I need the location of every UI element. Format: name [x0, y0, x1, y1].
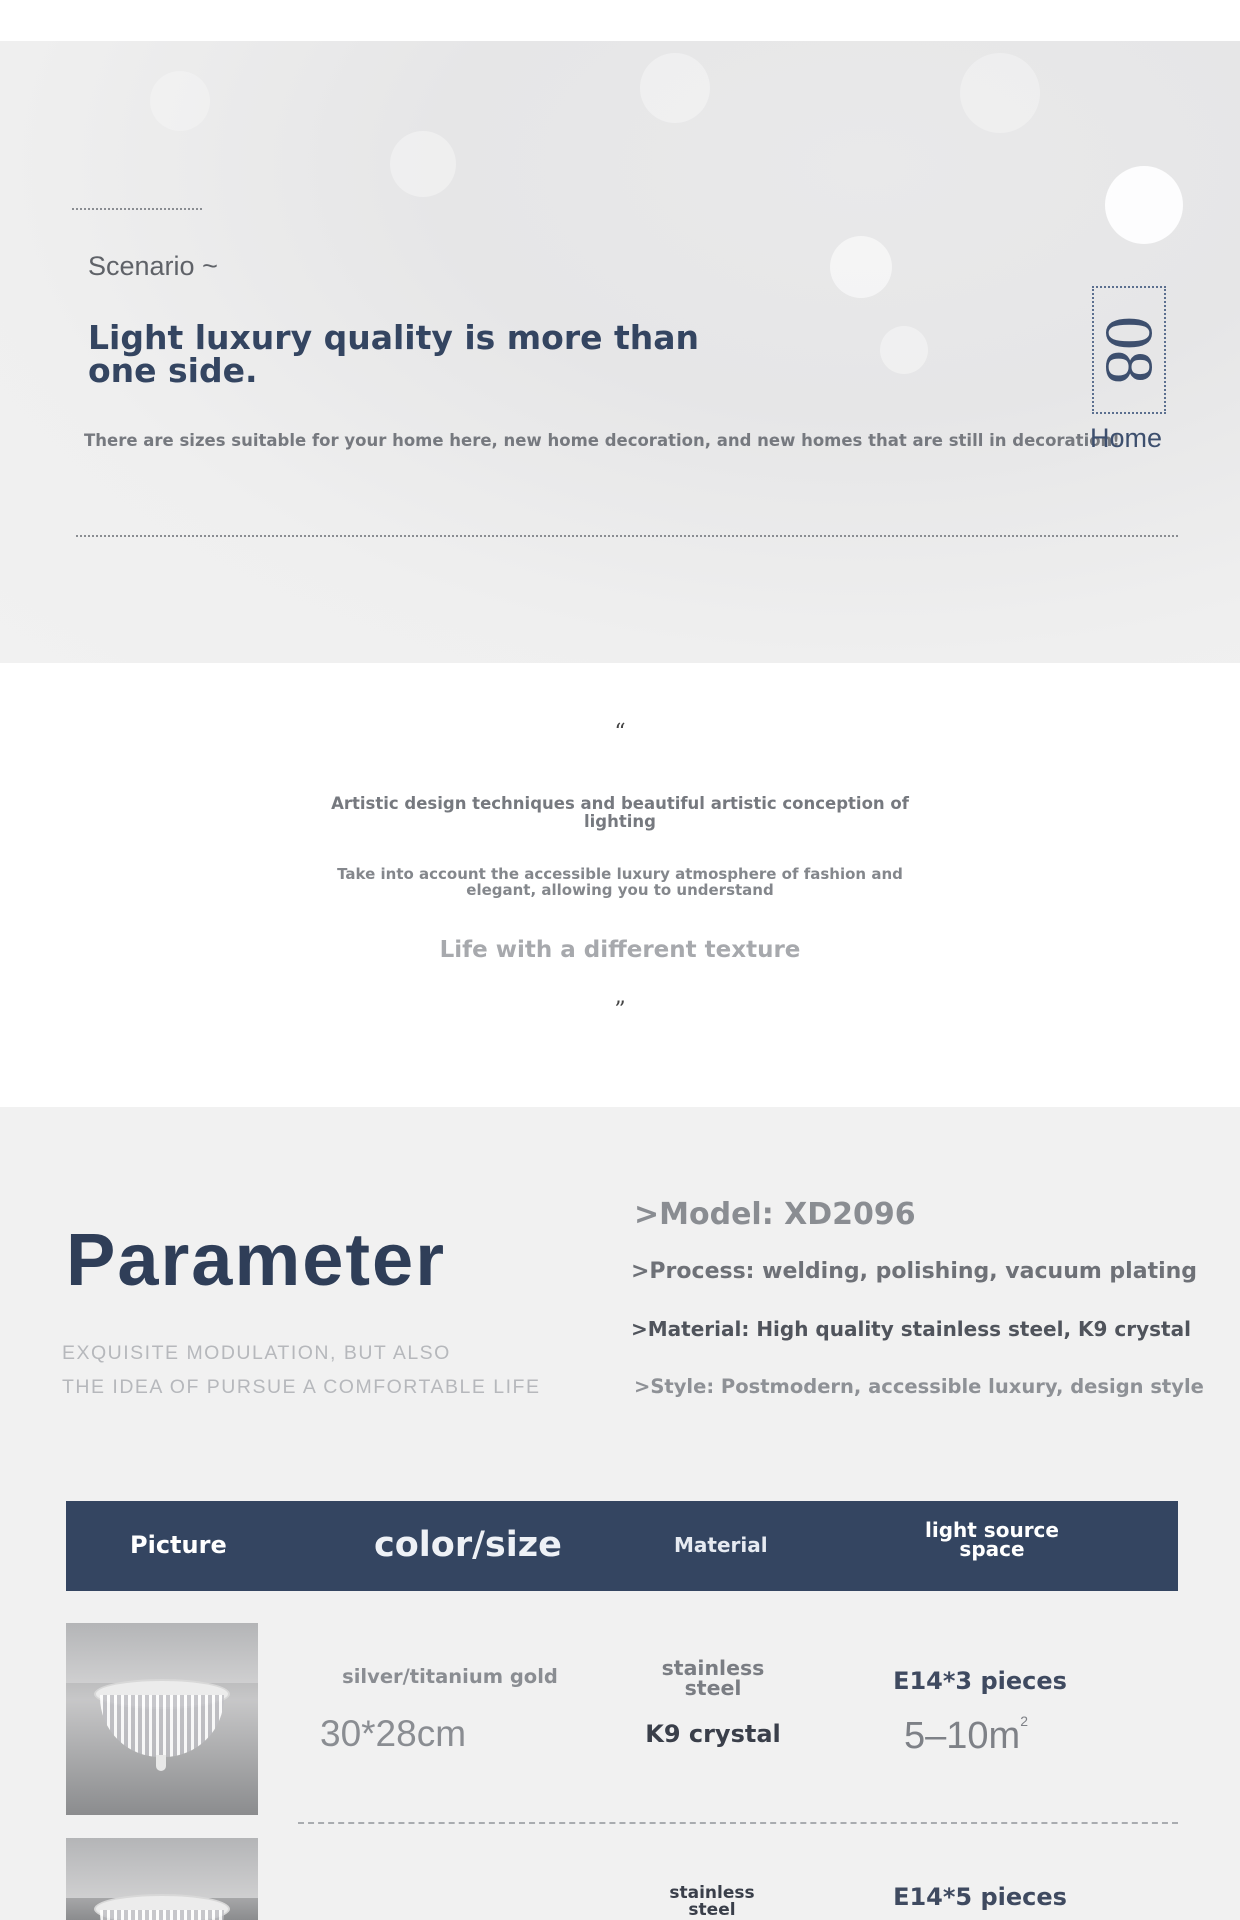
- product-image: [66, 1838, 258, 1920]
- section-number-box: [1092, 286, 1166, 414]
- dotted-divider: [72, 208, 202, 210]
- quote-line-1: Artistic design techniques and beautiful artistic conception of lighting: [331, 794, 909, 831]
- spec-style: >Style: Postmodern, accessible luxury, design style: [634, 1375, 1204, 1398]
- bokeh-light: [880, 326, 928, 374]
- header-material: Material: [674, 1533, 768, 1557]
- bokeh-light: [1105, 166, 1183, 244]
- scenario-description: There are sizes suitable for your home here, new home decoration, and new homes that are still in decoration!: [84, 431, 1120, 450]
- bokeh-light: [390, 131, 456, 197]
- parameter-title: Parameter: [66, 1218, 447, 1301]
- spec-process: >Process: welding, polishing, vacuum plating: [631, 1259, 1198, 1284]
- table-header: [66, 1501, 1178, 1591]
- row-light-source: E14*3 pieces: [893, 1667, 1067, 1695]
- quote-section: [0, 663, 1240, 1107]
- scenario-label: Scenario ~: [88, 251, 218, 281]
- header-light-source: light source space: [925, 1518, 1059, 1561]
- header-picture: Picture: [130, 1531, 227, 1559]
- bokeh-light: [150, 71, 210, 131]
- home-label: Home: [1090, 423, 1163, 453]
- row-size: 30*28cm: [320, 1713, 467, 1754]
- parameter-subtitle-2: THE IDEA OF PURSUE A COMFORTABLE LIFE: [62, 1376, 541, 1398]
- close-quote-icon: ”: [614, 998, 626, 1023]
- row-material-primary: stainless steel: [661, 1656, 765, 1700]
- open-quote-icon: “: [614, 720, 626, 745]
- quote-line-3: Life with a different texture: [439, 937, 801, 963]
- section-number: 08: [1091, 316, 1168, 384]
- bokeh-light: [640, 53, 710, 123]
- row-space-area-unit-exponent: 2: [1020, 1713, 1028, 1729]
- quote-line-2: Take into account the accessible luxury atmosphere of fashion and elegant, allowing you to understand: [337, 865, 903, 899]
- scenario-title: Light luxury quality is more than one side.: [88, 318, 700, 390]
- row-space-area: [904, 1713, 1064, 1758]
- spec-material: >Material: High quality stainless steel, K9 crystal: [631, 1317, 1191, 1341]
- bokeh-light: [830, 236, 892, 298]
- parameter-section: [0, 1107, 1240, 1920]
- dotted-divider: [76, 535, 1178, 537]
- bokeh-light: [960, 53, 1040, 133]
- parameter-subtitle-1: EXQUISITE MODULATION, BUT ALSO: [62, 1342, 451, 1364]
- row-material-secondary: K9 crystal: [645, 1720, 781, 1748]
- scenario-banner: [0, 41, 1240, 663]
- spec-model: >Model: XD2096: [634, 1197, 916, 1232]
- row-light-source: E14*5 pieces: [893, 1883, 1067, 1911]
- row-space-area-value: 5–10m: [904, 1715, 1021, 1757]
- header-color-size: color/size: [374, 1525, 562, 1565]
- row-color: silver/titanium gold: [342, 1665, 558, 1688]
- row-material-primary: stainless steel: [669, 1883, 755, 1920]
- product-image: [66, 1623, 258, 1815]
- row-divider: [298, 1822, 1178, 1824]
